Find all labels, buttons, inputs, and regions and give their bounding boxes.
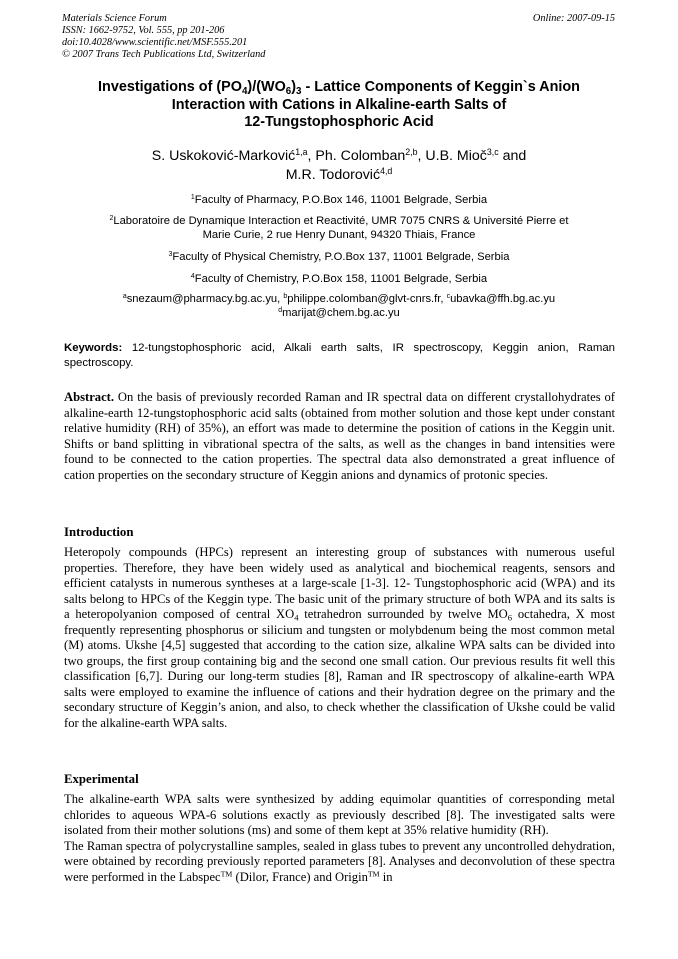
experimental-para-2: The Raman spectra of polycrystalline samples, sealed in glass tubes to prevent any uncontrolled dehydration, were obtained by recording previously reported parameters [8]. Analyses and deconvolution of these spectra were performed in the Labspec™ (Dilor, France) and Origin™ in [64,838,615,884]
affiliation-2: $^2$Laboratoire de Dynamique Interaction et Reactivité, UMR 7075 CNRS & Université Pierre et Marie Curie, 2 rue Henry Dunant, 94320 Thiais, France [109,215,569,242]
authors-line-2: M.R. Todorović$^{4,d}$ [285,166,393,183]
abstract [64,390,615,483]
author-list [62,147,616,185]
online-date: Online: 2007-09-15 [532,13,615,24]
abstract-label: Abstract. [64,390,115,404]
keywords [64,341,615,371]
journal-name: Materials Science Forum [62,13,167,24]
experimental-heading: Experimental [64,772,139,786]
email-list: $^a$snezaum@pharmacy.bg.ac.yu, $^b$philippe.colomban@glvt-cnrs.fr, $^c$ubavka@ffh.bg.ac.yu $^d$marijat@chem.bg.ac.yu [122,293,556,320]
journal-issn: ISSN: 1662-9752, Vol. 555, pp 201-206 [62,25,225,36]
journal-header [62,13,265,61]
email-a[interactable]: snezaum@pharmacy.bg.ac.yu, [126,293,284,305]
experimental-text [64,792,615,885]
introduction-heading: Introduction [64,525,134,539]
journal-copyright: © 2007 Trans Tech Publications Ltd, Switzerland [62,49,266,60]
experimental-para-1: The alkaline-earth WPA salts were synthesized by adding equimolar quantities of corresponding metal chlorides to aqueous WPA-6 solutions exactly as previously described [8]. The investigated salts were isolated from their mother solutions (ms) and some of them kept at 35% relative humidity (RH). [64,792,615,837]
authors-line-1: S. Uskoković-Marković$^{1,a}$, Ph. Colomban$^{2,b}$, U.B. Mioč$^{3,c}$ and [151,147,527,164]
introduction-text: Heteropoly compounds (HPCs) represent an interesting group of substances with numerous useful properties. Therefore, they have been widely used as analytical and biochemical reagents, sensors and efficient catalysts in numerous syntheses at a large-scale [1-3]. 12- Tungstophosphoric acid (WPA) and its salts belong to HPCs of the Keggin type. The basic unit of the primary structure of both WPA and its salts is a heteropolyanion composed of central $XO_4$ tetrahedron surrounded by twelve $MO_6$ octahedra, X most frequently representing phosphorus or silicium and tungsten or molybdenum being the most common metal (M) atoms. Ukshe [4,5] suggested that according to the cation size, alkaline WPA salts can be divided into two groups, the first group containing big and the second one small cation. Our previous results fit well this classification [6,7]. During our long-term studies [8], Raman and IR spectroscopy of alkaline-earth WPA salts were employed to examine the influence of cations and their hydration degree on the primary and the secondary structure of Keggin’s anion, and also, to check whether the classification of Ukshe could be valid for the alkaline-earth WPA salts. [64,545,616,730]
paper-title [62,79,616,132]
email-d[interactable]: marijat@chem.bg.ac.yu [282,307,400,320]
affiliation-4: $^4$Faculty of Chemistry, P.O.Box 158, 11001 Belgrade, Serbia [190,273,488,285]
title-line-2: Interaction with Cations in Alkaline-earth Salts of [171,96,507,113]
email-c[interactable]: ubavka@ffh.bg.ac.yu [450,293,556,305]
title-line-3: 12-Tungstophosphoric Acid [244,114,434,131]
affiliation-3: $^3$Faculty of Physical Chemistry, P.O.Box 137, 11001 Belgrade, Serbia [168,251,510,263]
keywords-label: Keywords: [64,342,123,354]
title-line-1: Investigations of $(PO_4)/(WO_6)_3$ - Lattice Components of Keggin`s Anion [98,79,580,97]
keywords-text: 12-tungstophosphoric acid, Alkali earth salts, IR spectroscopy, Keggin anion, Raman spectroscopy. [64,342,615,369]
abstract-text: On the basis of previously recorded Raman and IR spectral data on different crystallohydrates of alkaline-earth 12-tungstophosphoric acid salts (obtained from mother solution and those kept under constant relative humidity (RH) of 35%), an effort was made to determine the position of cations in the Keggin unit. Shifts or band splitting in vibrational spectra of the salts, as well as the changes in band intensities were found to be connected to the cation properties. The spectral data also demonstrated a great influence of cation properties on the secondary structure of Keggin anions and dynamics of protonic species. [64,390,615,482]
email-b[interactable]: philippe.colomban@glvt-cnrs.fr, [287,293,447,305]
affiliation-1: $^1$Faculty of Pharmacy, P.O.Box 146, 11001 Belgrade, Serbia [190,194,488,206]
journal-doi[interactable]: doi:10.4028/www.scientific.net/MSF.555.201 [62,37,248,48]
